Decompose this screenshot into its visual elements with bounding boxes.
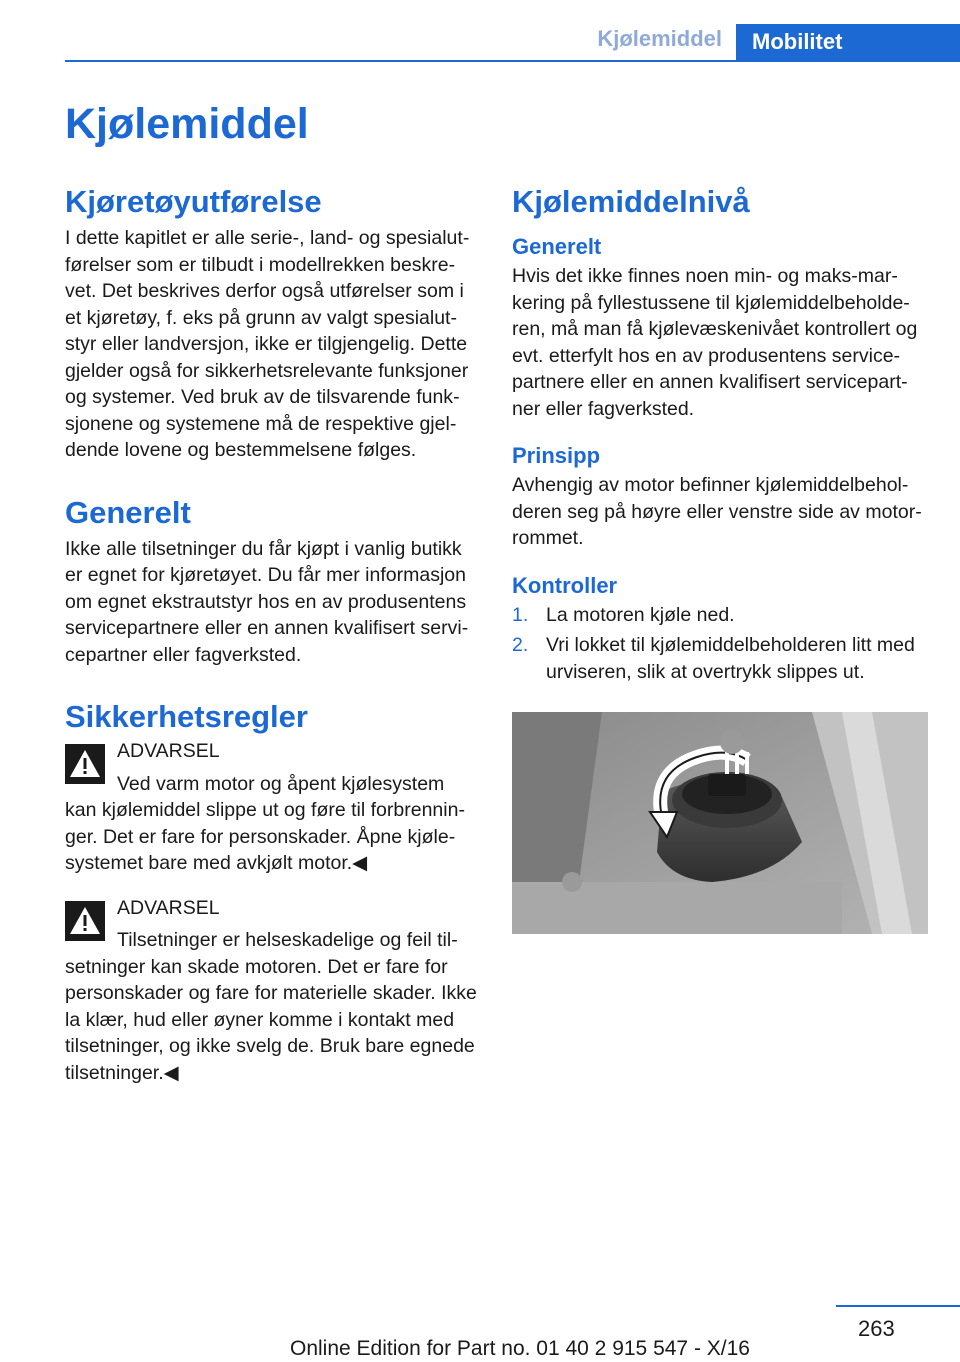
subsection-text: Avhengig av motor befinner kjølemiddelbeholderen seg på høyre eller venstre side av motorrommet. bbox=[512, 474, 922, 549]
header-chapter-tab: Mobilitet bbox=[736, 24, 960, 62]
coolant-reservoir-photo bbox=[512, 712, 928, 934]
warning-text: Tilsetninger er helseskadelige og feil tilsetninger kan skade motoren. Det er fare for personskader og fare for materielle skader. Ikke la klær, hud eller øyner komme i kontakt med tilsetninger, og ikke svelg de. Bruk bare egnede tilsetninger.◀ bbox=[65, 929, 477, 1084]
section-sikkerhetsregler bbox=[65, 698, 480, 1086]
section-generelt bbox=[65, 494, 480, 669]
warning-block bbox=[65, 738, 480, 877]
steps-list bbox=[512, 602, 927, 686]
step-number: 1. bbox=[512, 603, 529, 626]
footer-rule bbox=[836, 1305, 960, 1307]
step-text: Vri lokket til kjølemiddelbeholderen litt med urviseren, slik at overtrykk slippes ut. bbox=[546, 634, 915, 683]
subsection-title: Prinsipp bbox=[512, 443, 601, 468]
section-title: Kjøretøyutførelse bbox=[65, 184, 322, 219]
warning-label: ADVARSEL bbox=[117, 740, 220, 762]
warning-label: ADVARSEL bbox=[117, 896, 220, 919]
edition-text: Online Edition for Part no. 01 40 2 915 547 - X/16 bbox=[290, 1337, 750, 1360]
section-title: Kjølemiddelnivå bbox=[512, 184, 750, 219]
section-kjoretoyutforelse bbox=[65, 183, 480, 464]
header-section-tab: Kjølemiddel bbox=[597, 26, 722, 51]
subsection-title: Generelt bbox=[512, 234, 602, 259]
list-item bbox=[512, 632, 927, 685]
step-text: La motoren kjøle ned. bbox=[546, 603, 735, 626]
section-text: Ikke alle tilsetninger du får kjøpt i vanlig butikk er egnet for kjøretøyet. Du får mer informasjon om egnet ekstrautstyr hos en av produsentens servicepartnere eller en annen kvalifisert servicepartner eller fagverksted. bbox=[65, 537, 469, 666]
subsection-kontroller bbox=[512, 572, 927, 686]
chapter-title: Kjølemiddel bbox=[65, 100, 309, 148]
subsection-text: Hvis det ikke finnes noen min- og maks-markering på fyllestussene til kjølemiddelbeholderen, må man få kjølevæskenivået kontrollert og evt. etterfylt hos en av produsentens servicepartnere eller en annen kvalifisert servicepartner eller fagverksted. bbox=[512, 265, 918, 420]
list-item bbox=[512, 602, 927, 629]
left-column bbox=[65, 183, 480, 1104]
warning-triangle-icon bbox=[65, 744, 105, 784]
subsection-prinsipp bbox=[512, 442, 927, 552]
page-number: 263 bbox=[858, 1316, 895, 1341]
section-title: Sikkerhetsregler bbox=[65, 699, 308, 734]
subsection-generelt bbox=[512, 233, 927, 422]
right-column bbox=[512, 183, 927, 689]
warning-text: Ved varm motor og åpent kjølesystem kan kjølemiddel slippe ut og føre til forbrenninger. Det er fare for personskader. Åpne kjølesystemet bare med avkjølt motor.◀ bbox=[65, 772, 465, 874]
section-title: Generelt bbox=[65, 494, 191, 530]
warning-triangle-icon bbox=[65, 901, 105, 941]
subsection-title: Kontroller bbox=[512, 572, 618, 598]
section-text: I dette kapitlet er alle serie-, land- og spesialutførelser som er tilbudt i modellrekken beskrevet. Det beskrives derfor også utførelser som i et kjøretøy, f. eks på grunn av valgt spesialutstyr eller landversjon, ikke er tilgjengelig. Dette gjelder også for sikkerhetsrelevante funksjoner og systemer. Ved bruk av de tilsvarende funksjonene og systemene må de respektive gjeldende lovene og bestemmelsene følges. bbox=[65, 227, 470, 461]
step-number: 2. bbox=[512, 634, 529, 656]
warning-block bbox=[65, 895, 480, 1087]
